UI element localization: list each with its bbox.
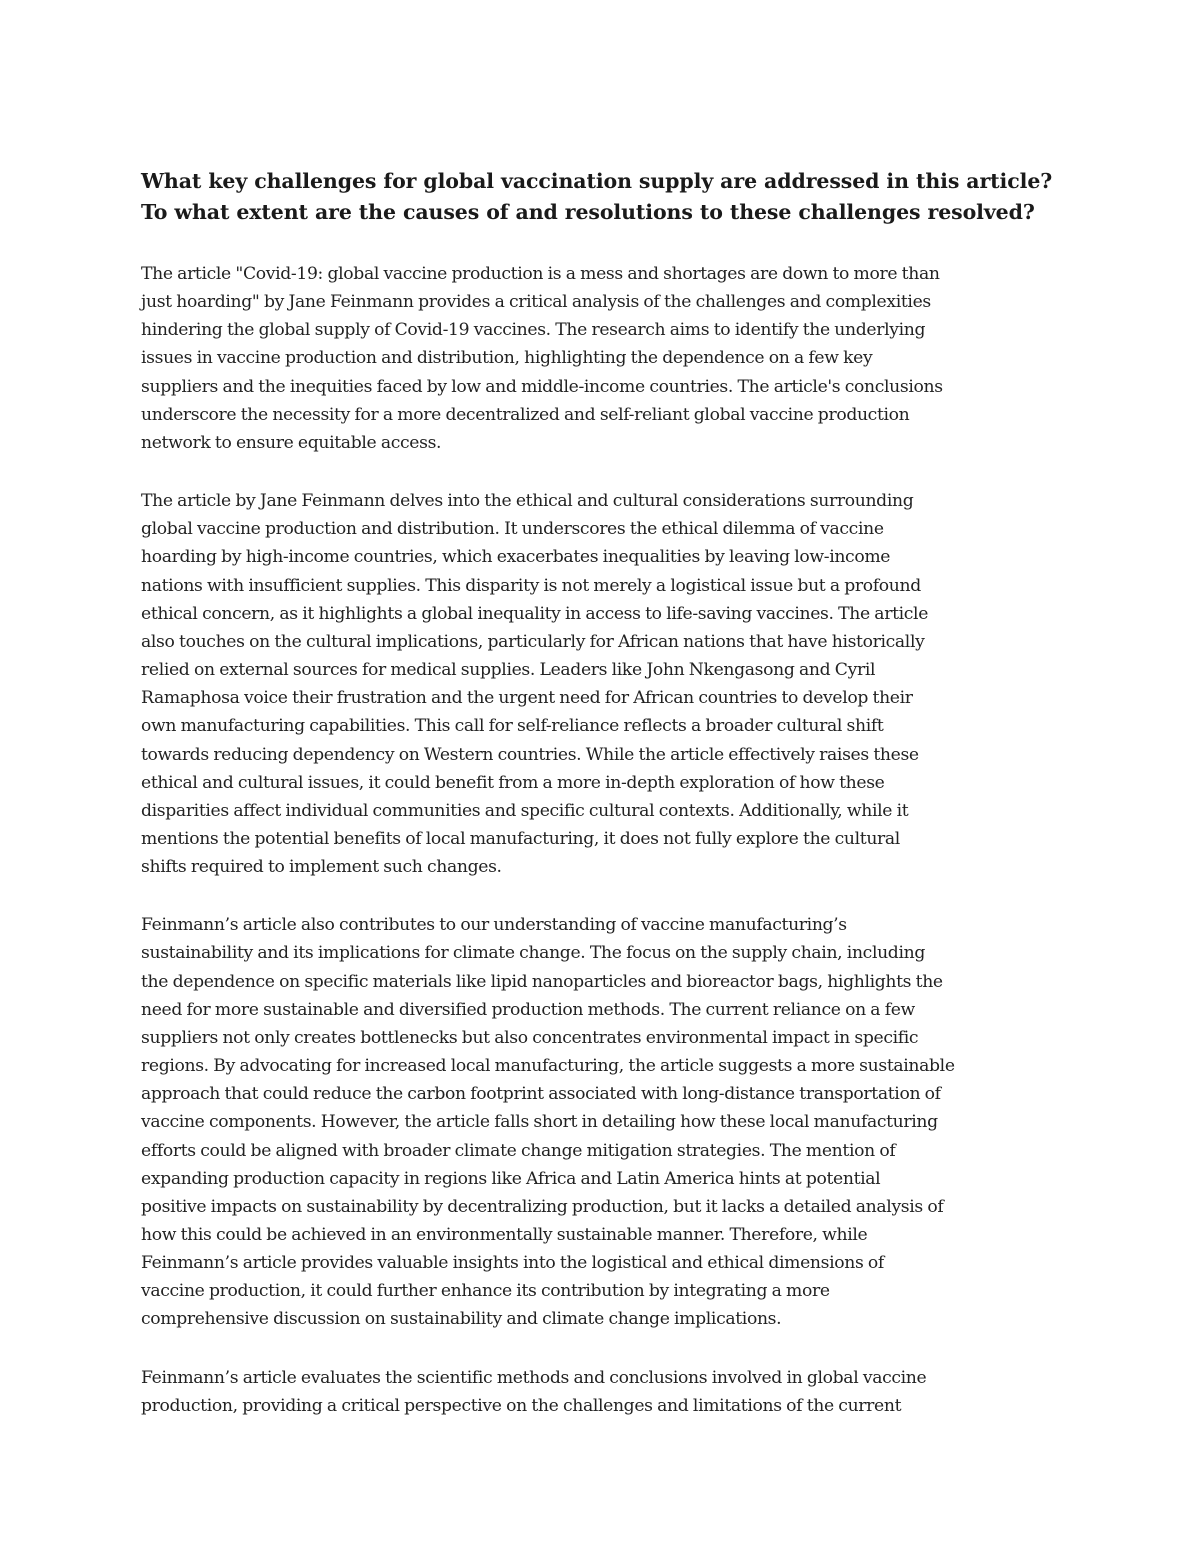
paragraph-sustainability (141, 911, 1061, 1333)
text-line: comprehensive discussion on sustainability and climate change implications. (141, 1309, 782, 1330)
text-line: issues in vaccine production and distribution, highlighting the dependence on a few key (141, 348, 873, 369)
text-line: nations with insufficient supplies. This disparity is not merely a logistical issue but a profound (141, 575, 921, 596)
paragraph-ethical-cultural (141, 487, 1061, 881)
text-line: shifts required to implement such changes. (141, 857, 502, 878)
text-line: approach that could reduce the carbon footprint associated with long-distance transportation of (141, 1084, 941, 1105)
text-line: hoarding by high-income countries, which exacerbates inequalities by leaving low-income (141, 547, 891, 568)
text-line: also touches on the cultural implications, particularly for African nations that have historically (141, 631, 925, 652)
text-line: Feinmann’s article also contributes to our understanding of vaccine manufacturing’s (141, 915, 847, 936)
text-line: network to ensure equitable access. (141, 432, 442, 453)
text-line: suppliers and the inequities faced by low and middle-income countries. The article's conclusions (141, 376, 943, 397)
text-line: just hoarding" by Jane Feinmann provides a critical analysis of the challenges and complexities (141, 292, 931, 313)
paragraph-scientific-methods (141, 1364, 1061, 1420)
text-line: Feinmann’s article provides valuable insights into the logistical and ethical dimensions of (141, 1253, 884, 1274)
text-line: vaccine components. However, the article falls short in detailing how these local manufacturing (141, 1112, 938, 1133)
paragraph-introduction (141, 260, 1061, 457)
text-line: towards reducing dependency on Western countries. While the article effectively raises these (141, 744, 919, 765)
text-line: production, providing a critical perspective on the challenges and limitations of the current (141, 1395, 902, 1416)
text-line: relied on external sources for medical supplies. Leaders like John Nkengasong and Cyril (141, 660, 876, 681)
text-line: suppliers not only creates bottlenecks but also concentrates environmental impact in specific (141, 1027, 919, 1048)
text-line: mentions the potential benefits of local manufacturing, it does not fully explore the cultural (141, 828, 900, 849)
text-line: Feinmann’s article evaluates the scientific methods and conclusions involved in global vaccine (141, 1367, 927, 1388)
text-line: ethical concern, as it highlights a global inequality in access to life-saving vaccines. The article (141, 603, 929, 624)
document-body (141, 166, 1061, 1450)
text-line: own manufacturing capabilities. This call for self-reliance reflects a broader cultural shift (141, 716, 884, 737)
text-line: the dependence on specific materials like lipid nanoparticles and bioreactor bags, highlights the (141, 971, 943, 992)
text-line: vaccine production, it could further enhance its contribution by integrating a more (141, 1281, 830, 1302)
text-line: sustainability and its implications for climate change. The focus on the supply chain, including (141, 943, 925, 964)
text-line: underscore the necessity for a more decentralized and self-reliant global vaccine production (141, 404, 910, 425)
essay-question-heading (141, 166, 1061, 228)
text-line: efforts could be aligned with broader climate change mitigation strategies. The mention of (141, 1140, 896, 1161)
text-line: how this could be achieved in an environmentally sustainable manner. Therefore, while (141, 1225, 868, 1245)
text-line: The article "Covid-19: global vaccine production is a mess and shortages are down to more than (141, 264, 940, 284)
text-line: need for more sustainable and diversified production methods. The current reliance on a few (141, 999, 915, 1020)
text-line: hindering the global supply of Covid-19 vaccines. The research aims to identify the underlying (141, 320, 926, 341)
text-line: expanding production capacity in regions like Africa and Latin America hints at potential (141, 1168, 881, 1189)
text-line: regions. By advocating for increased local manufacturing, the article suggests a more sustainable (141, 1056, 955, 1077)
text-line: disparities affect individual communities and specific cultural contexts. Additionally, while it (141, 800, 909, 821)
text-line: global vaccine production and distribution. It underscores the ethical dilemma of vaccine (141, 519, 884, 540)
text-line: Ramaphosa voice their frustration and the urgent need for African countries to develop their (141, 688, 913, 709)
text-line: The article by Jane Feinmann delves into the ethical and cultural considerations surrounding (141, 491, 914, 512)
heading-line: To what extent are the causes of and resolutions to these challenges resolved? (141, 200, 1035, 224)
heading-line: What key challenges for global vaccination supply are addressed in this article? (141, 169, 1053, 193)
text-line: positive impacts on sustainability by decentralizing production, but it lacks a detailed analysis of (141, 1196, 944, 1217)
text-line: ethical and cultural issues, it could benefit from a more in-depth exploration of how these (141, 772, 885, 793)
